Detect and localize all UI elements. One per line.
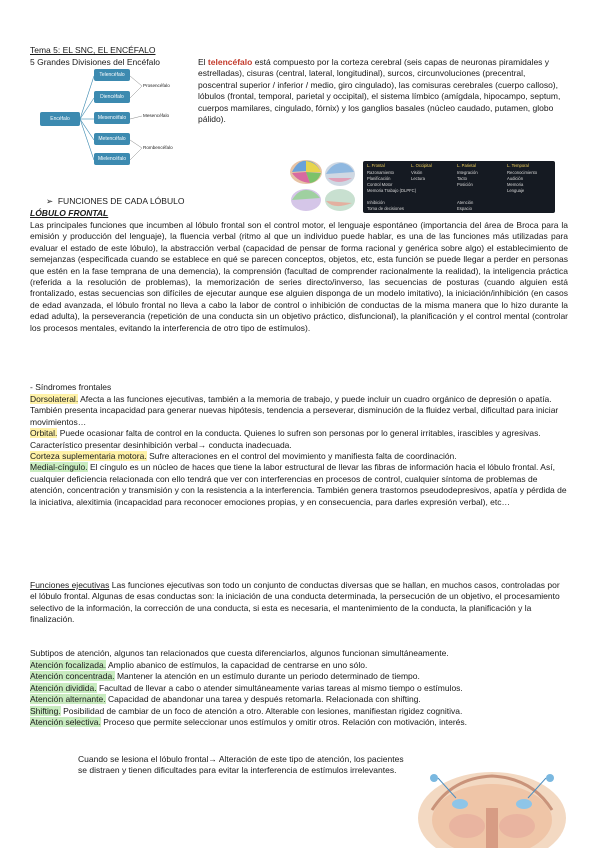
lobes-legend-panel — [363, 161, 555, 213]
diagram-box: Metencéfalo — [94, 133, 130, 145]
legend-item: Planificación — [367, 176, 391, 181]
atencion-item: Atención dividida. Facultad de llevar a cabo o atender simultáneamente varias tareas al mismo tiempo o estímulos. — [30, 682, 463, 693]
legend-head: L. Occipital — [411, 163, 432, 168]
diagram-side-label: Mesencéfalo — [143, 113, 170, 118]
divisions-diagram — [36, 66, 196, 172]
legend-item: Integración — [457, 170, 478, 175]
ejecutivas-paragraph: Funciones ejecutivas Las funciones ejecutivas son todo un conjunto de conductas diversas que se hallan, en muchos casos, controladas por el lóbulo frontal. Algunas de esas conductas son: la iniciación de una conducta determinada, la persecución de un objetivo, el procesamiento selectivo de la información, la corrección de una conducta, si esta es necesaria, el mantenimiento de la conducta, la planificación y la finalización. — [30, 580, 560, 625]
legend-item: Control Motor — [367, 182, 393, 187]
legend-head: L. Frontal — [367, 163, 385, 168]
sindromes-list — [30, 394, 568, 508]
legend-item: Lenguaje — [507, 188, 525, 193]
arrow-bullet-icon: ➢ — [46, 196, 54, 206]
legend-item: Atención — [457, 200, 474, 205]
legend-head: L. Parietal — [457, 163, 476, 168]
legend-item: Reconocimiento — [507, 170, 538, 175]
sindrome-item: Dorsolateral. Afecta a las funciones ejecutivas, también a la memoria de trabajo, y puede incluir un cuadro orgánico de depresión o apatía. También presenta incapacidad para generar nuevas hipótesis, tendencia a perseverar, disminución de la fluidez verbal, dificultad para iniciar movimientos… — [30, 394, 559, 427]
legend-item: Visión — [411, 170, 423, 175]
intro-lead: 5 Grandes Divisiones del Encéfalo — [30, 57, 160, 67]
atencion-intro: Subtipos de atención, algunos tan relacionados que cuesta diferenciarlos, algunos funcionan simultáneamente. — [30, 648, 449, 658]
legend-item: Memoria Trabajo (DLPFC) — [367, 188, 417, 193]
brain-section-illustration — [412, 748, 572, 848]
diagram-root-box: Encéfalo — [40, 112, 80, 126]
atencion-item: Shifting. Posibilidad de cambiar de un foco de atención a otro. Alterable con lesiones, manifiestan rigidez cognitiva. — [30, 705, 463, 716]
atencion-item: Atención concentrada. Mantener la atención en un estímulo durante un periodo determinado de tiempo. — [30, 671, 420, 682]
brain-images — [288, 156, 360, 214]
telencefalo-paragraph: El telencéfalo está compuesto por la corteza cerebral (seis capas de neuronas piramidales y estrelladas), cisuras (central, lateral, longitudinal), surcos, circunvoluciones (precentral, poscentral superior / inferior / medio, giro cingulado), las comisuras cerebrales (cuerpo calloso), lóbulos (frontal, temporal, parietal y occipital), el sistema límbico (amígdala, hipocampo, septum, cuerpos mamilares, cingulado, fórnix) y los ganglios basales (núcleo caudado, putamen, globo pálido). — [198, 57, 561, 125]
sindrome-item: Corteza suplementaria motora. Sufre alteraciones en el control del movimiento y manifiesta falta de coordinación. — [30, 451, 457, 462]
atencion-list — [30, 660, 568, 728]
frontal-lobe-paragraph: Las principales funciones que incumben al lóbulo frontal son el control motor, el lenguaje espontáneo (importancia del área de Broca para la emisión y producción del lenguaje), la fluencia verbal (ritmo al que un individuo puede hablar, es una de las funciones más utilizadas para evaluar el estado de este lóbulo), la abstracción verbal (capacidad de pensar de forma racional y genérica sobre algo) el establecimiento de semejanzas (especificada cuando se establece en qué se parecen conceptos, objetos, etc, esta función se puede llegar a perder en personas que estén en la fase temprana de una demencia), la comprensión (facultad de comprender racionalmente la realidad), la inteligencia práctica (referida a la resolución de problemas), la memorización de series directo/inverso, las secuencias de posturas (cuando alguien está frontalizado, estas secuencias son difíciles de ejecutar aunque ese alguien disponga de un modelo imitativo), la iniciación/inhibición (en casos de edad avanzada, el lóbulo frontal no lleva a cabo la labor de control o inhibición de conductas de la misma manera que lo hizo durante la edad adulta), la perseverancia (repetición de una conducta sin un objetivo práctico, disfuncional), la planificación y el control mental (controlar los procesos mentales, evitando la interferencia de otro tipo de estímulos). — [30, 220, 568, 333]
telencefalo-word: telencéfalo — [207, 57, 253, 67]
legend-item: Posición — [457, 182, 473, 187]
legend-item: Toma de decisiones — [367, 206, 405, 211]
lesion-note: Cuando se lesiona el lóbulo frontal→ Alteración de este tipo de atención, los pacientes se distraen y tienen dificultades para evitar la interferencia de estímulos irrelevantes. — [78, 754, 404, 776]
legend-item: Espacio — [457, 206, 472, 211]
diagram-box: Mielencéfalo — [94, 153, 130, 165]
atencion-item: Atención focalizada. Amplio abanico de estímulos, la capacidad de centrarse en uno sólo. — [30, 660, 368, 670]
legend-item: Tacto — [457, 176, 468, 181]
section-heading: ➢ FUNCIONES DE CADA LÓBULO — [46, 196, 185, 206]
diagram-side-label: Prosencéfalo — [143, 83, 170, 88]
legend-item: Inhibición — [367, 200, 385, 205]
diagram-box: Mesencéfalo — [94, 112, 130, 124]
legend-head: L. Temporal — [507, 163, 529, 168]
diagram-box: Telencéfalo — [94, 69, 130, 81]
brain-coronal-icon — [412, 748, 572, 848]
legend-item: Audición — [507, 176, 524, 181]
legend-item: Memoria — [507, 182, 524, 187]
diagram-box: Diencéfalo — [94, 91, 130, 103]
atencion-item: Atención selectiva. Proceso que permite seleccionar unos estímulos y omitir otros. Relación con motivación, interés. — [30, 717, 468, 728]
legend-item: Razonamiento — [367, 170, 395, 175]
section-subheading: LÓBULO FRONTAL — [30, 208, 109, 218]
sindromes-heading: - Síndromes frontales — [30, 382, 112, 392]
sindrome-item: Medial-cíngulo. El cíngulo es un núcleo de haces que tiene la labor estructural de llevar las fibras de información hacia el lóbulo frontal. Así, cualquier deficiencia relacionada con ello tendrá que ver con interferencias en procesos de control, cualquier síntoma de problemas de atención, concentración y transmisión y con la resistencia a la interferencia. También genera trastornos pseudodepresivos, apatía y pérdida de la iniciativa, alexitimia (incapacidad para reconocer emociones propias, y en consecuencia, para darles expresión verbal), etc… — [30, 462, 567, 507]
legend-item: Lectura — [411, 176, 425, 181]
brain-lobes-icon — [288, 156, 360, 214]
atencion-item: Atención alternante. Capacidad de abandonar una tarea y después retomarla. Relacionada con shifting. — [30, 694, 421, 705]
sindrome-item: Orbital. Puede ocasionar falta de control en la conducta. Quienes lo sufren son personas por lo general irritables, irascibles y agresivas. Característico presentar desinhibición verbal→ conducta inadecuada. — [30, 428, 541, 450]
page-title: Tema 5: EL SNC, EL ENCÉFALO — [30, 45, 156, 55]
diagram-side-label: Rombencéfalo — [143, 145, 173, 150]
